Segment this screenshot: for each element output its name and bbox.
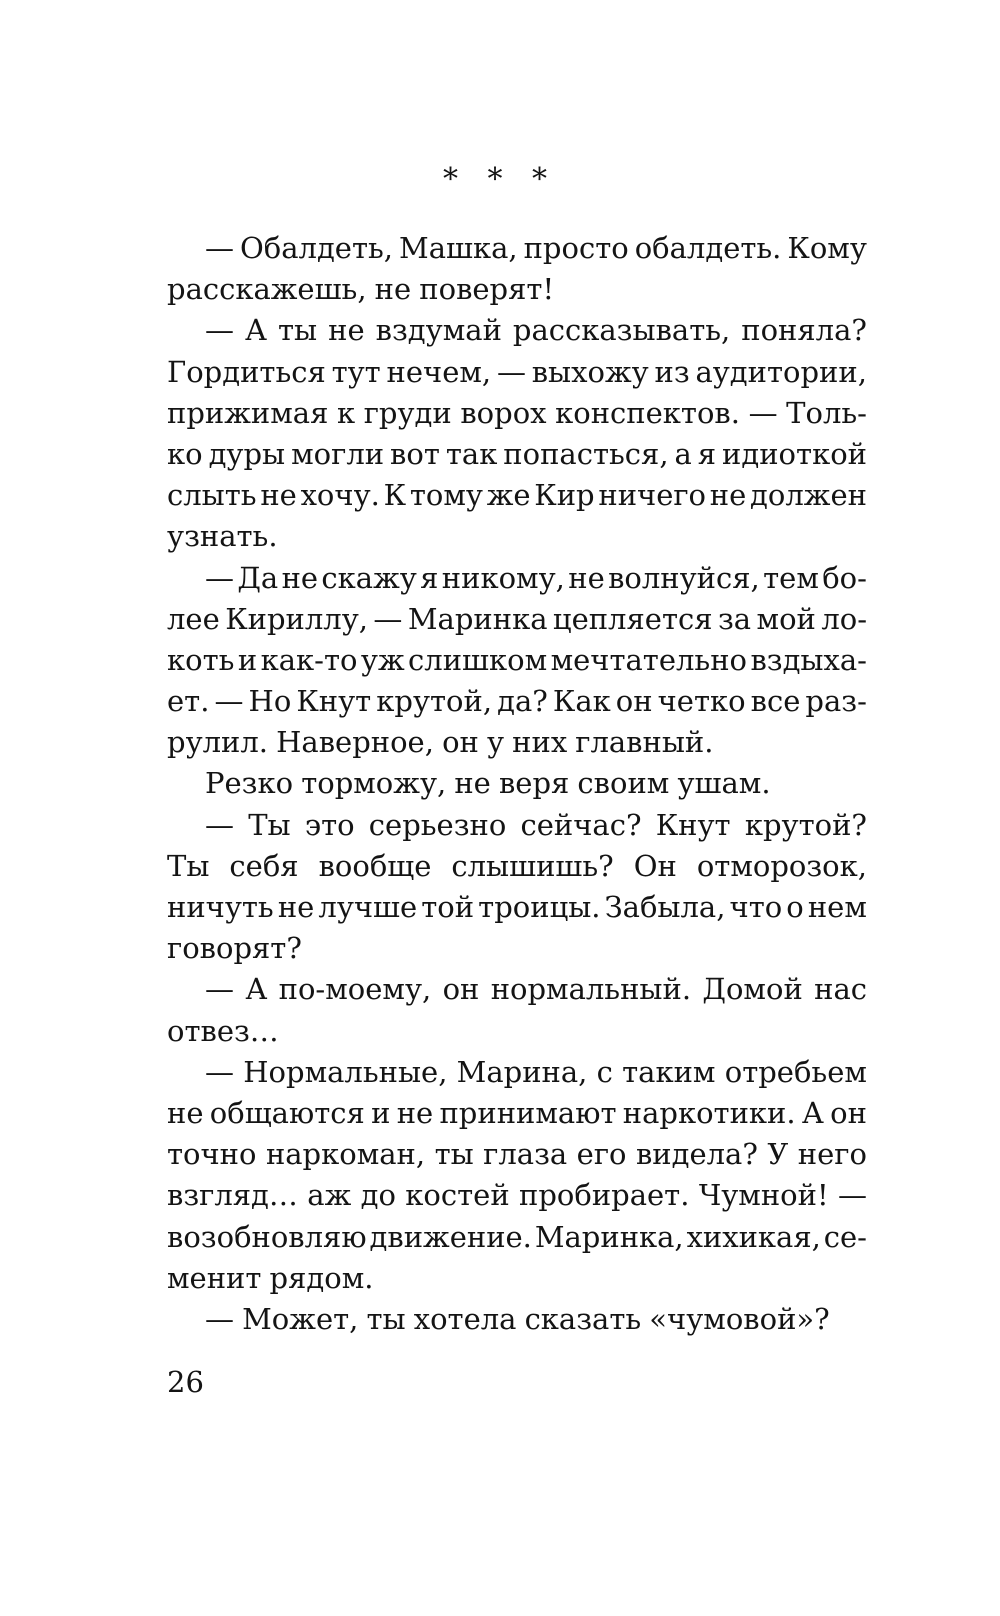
- text-line: ничуть не лучше той троицы. Забыла, что о нем: [167, 890, 867, 924]
- text-line: отвез…: [167, 1013, 279, 1048]
- page-number: 26: [167, 1365, 204, 1399]
- text-line: Резко торможу, не веря своим ушам.: [205, 766, 771, 801]
- text-line: расскажешь, не поверят!: [167, 272, 555, 307]
- text-line: взгляд… аж до костей пробирает. Чумной! —: [167, 1178, 867, 1213]
- body-text: [167, 228, 867, 1340]
- text-line: — Обалдеть, Машка, просто обалдеть. Кому: [205, 231, 867, 265]
- text-line: рулил. Наверное, он у них главный.: [167, 725, 714, 760]
- text-line: — Ты это серьезно сейчас? Кнут крутой?: [205, 807, 867, 842]
- text-line: слыть не хочу. К тому же Кир ничего не должен: [167, 478, 867, 513]
- text-line: Ты себя вообще слышишь? Он отморозок,: [167, 848, 867, 883]
- text-line: не общаются и не принимают наркотики. А он: [167, 1095, 867, 1130]
- text-line: говорят?: [167, 931, 302, 966]
- text-line: возобновляю движение. Маринка, хихикая, се-: [167, 1219, 867, 1254]
- text-line: — А ты не вздумай рассказывать, поняла?: [205, 313, 867, 348]
- text-line: ет. — Но Кнут крутой, да? Как он четко все раз-: [167, 684, 867, 719]
- text-line: точно наркоман, ты глаза его видела? У него: [167, 1137, 867, 1172]
- text-line: лее Кириллу, — Маринка цепляется за мой ло-: [167, 601, 867, 636]
- text-line: — А по-моему, он нормальный. Домой нас: [205, 972, 867, 1007]
- text-line: — Нормальные, Марина, с таким отребьем: [205, 1054, 867, 1089]
- text-line: коть и как-то уж слишком мечтательно вздыха-: [167, 642, 867, 677]
- text-line: ко дуры могли вот так попасться, а я идиоткой: [167, 436, 867, 471]
- text-line: — Да не скажу я никому, не волнуйся, тем бо-: [205, 560, 867, 595]
- text-line: Гордиться тут нечем, — выхожу из аудитории,: [167, 354, 867, 389]
- section-separator: * * *: [442, 162, 558, 197]
- text-line: прижимая к груди ворох конспектов. — Толь-: [167, 395, 867, 430]
- text-line: менит рядом.: [167, 1260, 374, 1295]
- text-line: узнать.: [167, 519, 278, 554]
- text-line: — Может, ты хотела сказать «чумовой»?: [205, 1301, 830, 1336]
